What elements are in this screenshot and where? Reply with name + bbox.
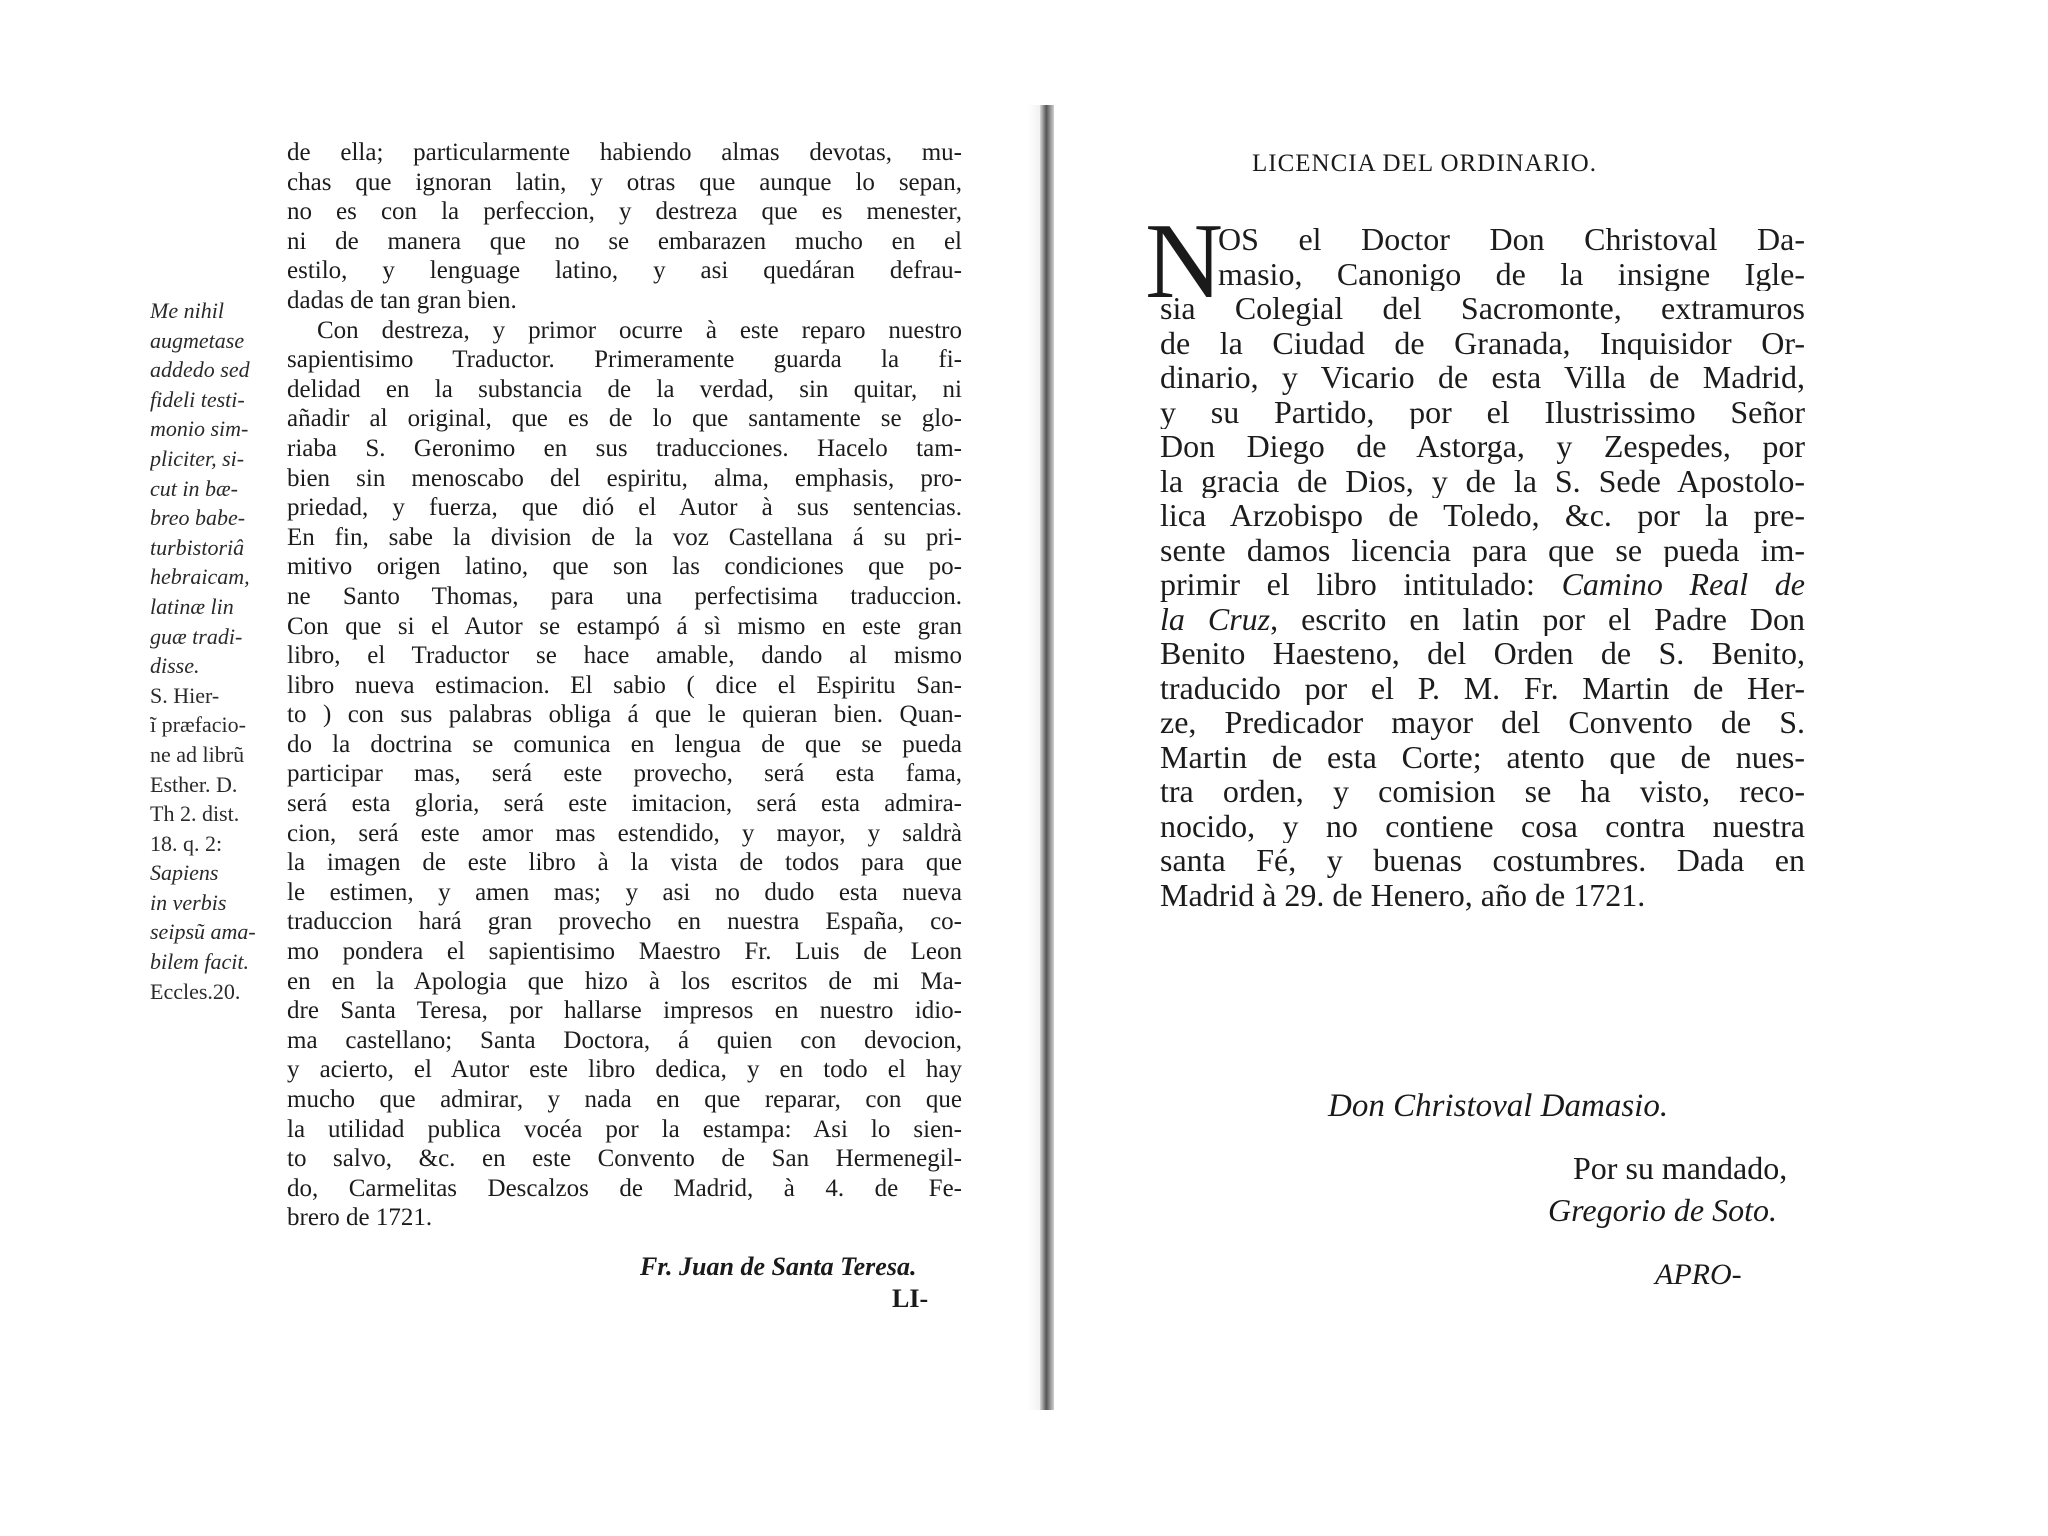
margin-note: pliciter, si- [150, 445, 245, 471]
text-line: priedad, y fuerza, que dió el Autor à sus sentencias. [287, 494, 962, 522]
text-line: será esta gloria, será este imitacion, será esta admira- [287, 790, 962, 818]
text-line: sente damos licencia para que se pueda im- [1160, 532, 1805, 567]
text-line: y acierto, el Autor este libro dedica, y en todo el hay [287, 1056, 962, 1084]
page-heading: LICENCIA DEL ORDINARIO. [1252, 150, 1597, 177]
book-title-italic: Camino Real de [1561, 567, 1805, 602]
text-line: delidad en la substancia de la verdad, sin quitar, ni [287, 375, 962, 403]
margin-note: ĩ præfacio- [150, 712, 246, 738]
book-title-italic: la Cruz [1160, 601, 1271, 636]
text-line: brero de 1721. [287, 1204, 433, 1232]
by-order-line: Por su mandado, [1573, 1150, 1788, 1186]
text-line: OS el Doctor Don Christoval Da- [1218, 222, 1805, 257]
margin-note: bilem facit. [150, 949, 249, 975]
text-line: Don Diego de Astorga, y Zespedes, por [1160, 429, 1805, 464]
text-segment: primir el libro intitulado: [1160, 567, 1535, 602]
text-line: de la Ciudad de Granada, Inquisidor Or- [1160, 325, 1805, 360]
text-line: estilo, y lenguage latino, y asi quedáran defrau- [287, 257, 962, 285]
text-line: no es con la perfeccion, y destreza que es menester, [287, 198, 962, 226]
margin-note: in verbis [150, 889, 227, 915]
margin-note: ne ad librũ [150, 741, 245, 767]
text-line: mitivo origen latino, que son las condiciones que po- [287, 553, 962, 581]
margin-note: guæ tradi- [150, 623, 243, 649]
text-line: ni de manera que no se embarazen mucho en el [287, 227, 962, 255]
text-line: to salvo, &c. en este Convento de San Hermenegil- [287, 1145, 962, 1173]
text-line: de ella; particularmente habiendo almas devotas, mu- [287, 139, 962, 166]
text-line: le estimen, y amen mas; y asi no dudo esta nueva [287, 878, 962, 906]
margin-note: S. Hier- [150, 682, 220, 708]
signer-name: Don Christoval Damasio. [1328, 1088, 1669, 1124]
margin-note: turbistoriâ [150, 534, 245, 560]
text-line: nocido, y no contiene cosa contra nuestra [1160, 808, 1805, 843]
text-line: tra orden, y comision se ha visto, reco- [1160, 774, 1805, 809]
text-line [1160, 602, 1805, 637]
text-line: do, Carmelitas Descalzos de Madrid, à 4. de Fe- [287, 1174, 962, 1202]
text-line: cion, será este amor mas estendido, y mayor, y saldrà [287, 819, 962, 847]
margin-note: Me nihil [150, 298, 224, 323]
right-catchword: APRO- [1655, 1258, 1742, 1291]
margin-note: addedo sed [150, 357, 250, 383]
margin-note: 18. q. 2: [150, 830, 223, 856]
book-gutter [1040, 105, 1054, 1410]
text-line: dadas de tan gran bien. [287, 286, 517, 314]
text-line: mo pondera el sapientisimo Maestro Fr. Luis de Leon [287, 938, 962, 966]
text-line: bien sin menoscabo del espiritu, alma, emphasis, pro- [287, 464, 962, 492]
text-line: traducido por el P. M. Fr. Martin de Her- [1160, 670, 1805, 705]
left-catchword: LI- [892, 1284, 929, 1313]
text-line: añadir al original, que es de lo que santamente se glo- [287, 405, 962, 433]
margin-note: Th 2. dist. [150, 801, 240, 827]
text-line: En fin, sabe la division de la voz Castellana á su pri- [287, 523, 962, 551]
text-line: to ) con sus palabras obliga á que le quieran bien. Quan- [287, 701, 962, 729]
text-line: Benito Haesteno, del Orden de S. Benito, [1160, 636, 1805, 671]
text-line: ze, Predicador mayor del Convento de S. [1160, 705, 1805, 740]
text-segment: , escrito en latin por el Padre Don [1270, 601, 1805, 636]
text-line: libro, el Traductor se hace amable, dando al mismo [287, 642, 962, 670]
text-line: la gracia de Dios, y de la S. Sede Apostolo- [1160, 463, 1805, 498]
text-line: santa Fé, y buenas costumbres. Dada en [1160, 843, 1805, 878]
text-line: Martin de esta Corte; atento que de nues- [1160, 739, 1805, 774]
text-line: participar mas, será este provecho, será esta fama, [287, 760, 962, 788]
margin-note: Sapiens [150, 860, 219, 886]
margin-note: augmetase [150, 327, 245, 353]
text-line: do la doctrina se comunica en lengua de que se pueda [287, 730, 962, 758]
text-line: mucho que admirar, y nada en que reparar, con que [287, 1086, 962, 1113]
text-line: Madrid à 29. de Henero, año de 1721. [1160, 877, 1646, 912]
margin-note: hebraicam, [150, 564, 250, 590]
text-line: y su Partido, por el Ilustrissimo Señor [1160, 394, 1805, 429]
text-line: sia Colegial del Sacromonte, extramuros [1160, 291, 1805, 326]
secretary-name: Gregorio de Soto. [1548, 1192, 1778, 1228]
left-signature: Fr. Juan de Santa Teresa. [640, 1252, 917, 1281]
right-body-text [1160, 222, 1805, 912]
margin-note: Esther. D. [150, 771, 238, 797]
drop-cap: N [1145, 202, 1223, 321]
text-line: dinario, y Vicario de esta Villa de Madrid, [1160, 360, 1805, 395]
margin-note: Eccles.20. [150, 978, 241, 1004]
text-line: ma castellano; Santa Doctora, á quien con devocion, [287, 1026, 962, 1054]
text-line: la utilidad publica vocéa por la estampa: Asi lo sien- [287, 1115, 962, 1143]
text-line: dre Santa Teresa, por hallarse impresos en nuestro idio- [287, 997, 962, 1025]
margin-note: breo babe- [150, 505, 246, 531]
text-line: chas que ignoran latin, y otras que aunque lo sepan, [287, 168, 962, 196]
text-line: sapientisimo Traductor. Primeramente guarda la fi- [287, 346, 962, 374]
margin-note: seipsũ ama- [150, 919, 256, 945]
margin-note: fideli testi- [150, 386, 245, 412]
margin-notes [150, 296, 268, 1006]
margin-note: disse. [150, 653, 200, 679]
margin-note: cut in bæ- [150, 475, 238, 501]
text-line: riaba S. Geronimo en sus traducciones. Hacelo tam- [287, 434, 962, 462]
text-line: lica Arzobispo de Toledo, &c. por la pre- [1160, 498, 1805, 533]
text-line: la imagen de este libro à la vista de todos para que [287, 849, 962, 877]
text-line: traduccion hará gran provecho en nuestra España, co- [287, 908, 962, 936]
text-line: Con que si el Autor se estampó á sì mismo en este gran [287, 612, 962, 640]
text-line [1160, 567, 1805, 602]
text-line: libro nueva estimacion. El sabio ( dice el Espiritu San- [287, 671, 962, 699]
text-line: en en la Apologia que hizo à los escritos de mi Ma- [287, 967, 962, 995]
left-body-text [287, 138, 962, 1233]
margin-note: latinæ lin [150, 593, 234, 619]
text-line: ne Santo Thomas, para una perfectisima traduccion. [287, 582, 962, 610]
text-line: masio, Canonigo de la insigne Igle- [1218, 256, 1805, 291]
text-line: Con destreza, y primor ocurre à este reparo nuestro [317, 316, 962, 344]
margin-note: monio sim- [150, 416, 249, 442]
